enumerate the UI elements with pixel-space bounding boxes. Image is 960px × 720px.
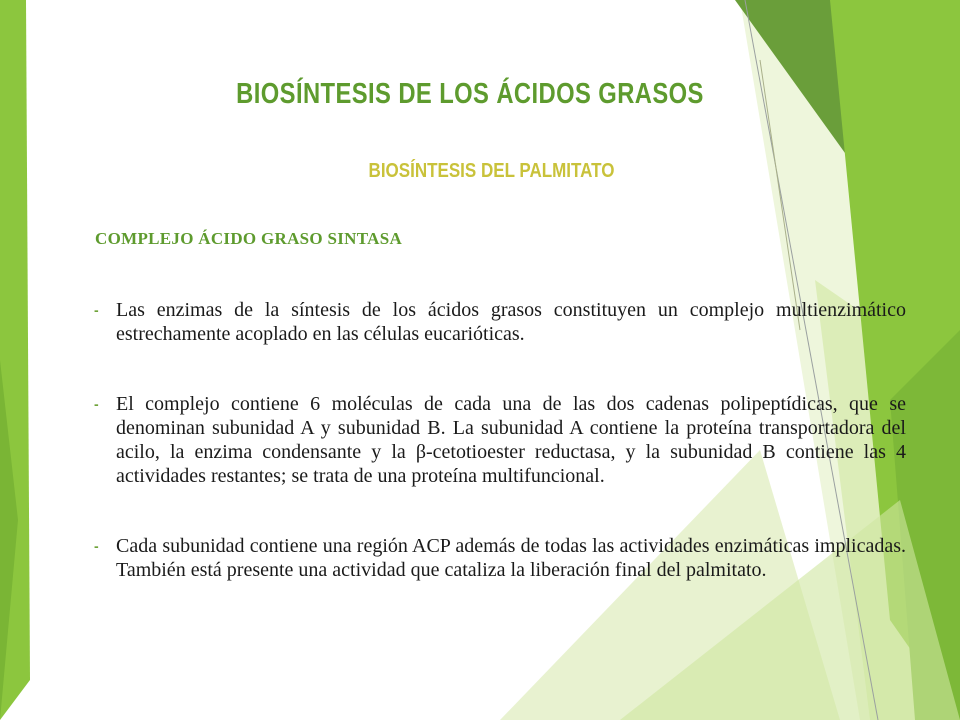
- bullet-marker: -: [94, 538, 99, 554]
- bullet-item: [94, 392, 906, 488]
- slide-subtitle: BIOSÍNTESIS DEL PALMITATO: [368, 160, 615, 182]
- bullet-marker: -: [94, 302, 99, 318]
- bullet-text: El complejo contiene 6 moléculas de cada una de las dos cadenas polipeptídicas, que se denominan subunidad A y subunidad B. La subunidad A contiene la proteína transportadora del acilo, la enzima condensante y la β-cetotioester reductasa, y la subunidad B contiene las 4 actividades restantes; se trata de una proteína multifuncional.: [116, 393, 906, 487]
- bullet-text: Las enzimas de la síntesis de los ácidos grasos constituyen un complejo multienzimático estrechamente acoplado en las células eucarióticas.: [116, 299, 906, 345]
- section-heading: COMPLEJO ÁCIDO GRASO SINTASA: [95, 229, 403, 248]
- bullet-item: [94, 298, 906, 346]
- bullet-item: [94, 534, 906, 582]
- bullet-text: Cada subunidad contiene una región ACP además de todas las actividades enzimáticas implicadas. También está presente una actividad que cataliza la liberación final del palmitato.: [116, 535, 906, 581]
- bullet-list: [94, 298, 906, 582]
- slide-title: BIOSÍNTESIS DE LOS ÁCIDOS GRASOS: [236, 78, 704, 110]
- bullet-marker: -: [94, 396, 99, 412]
